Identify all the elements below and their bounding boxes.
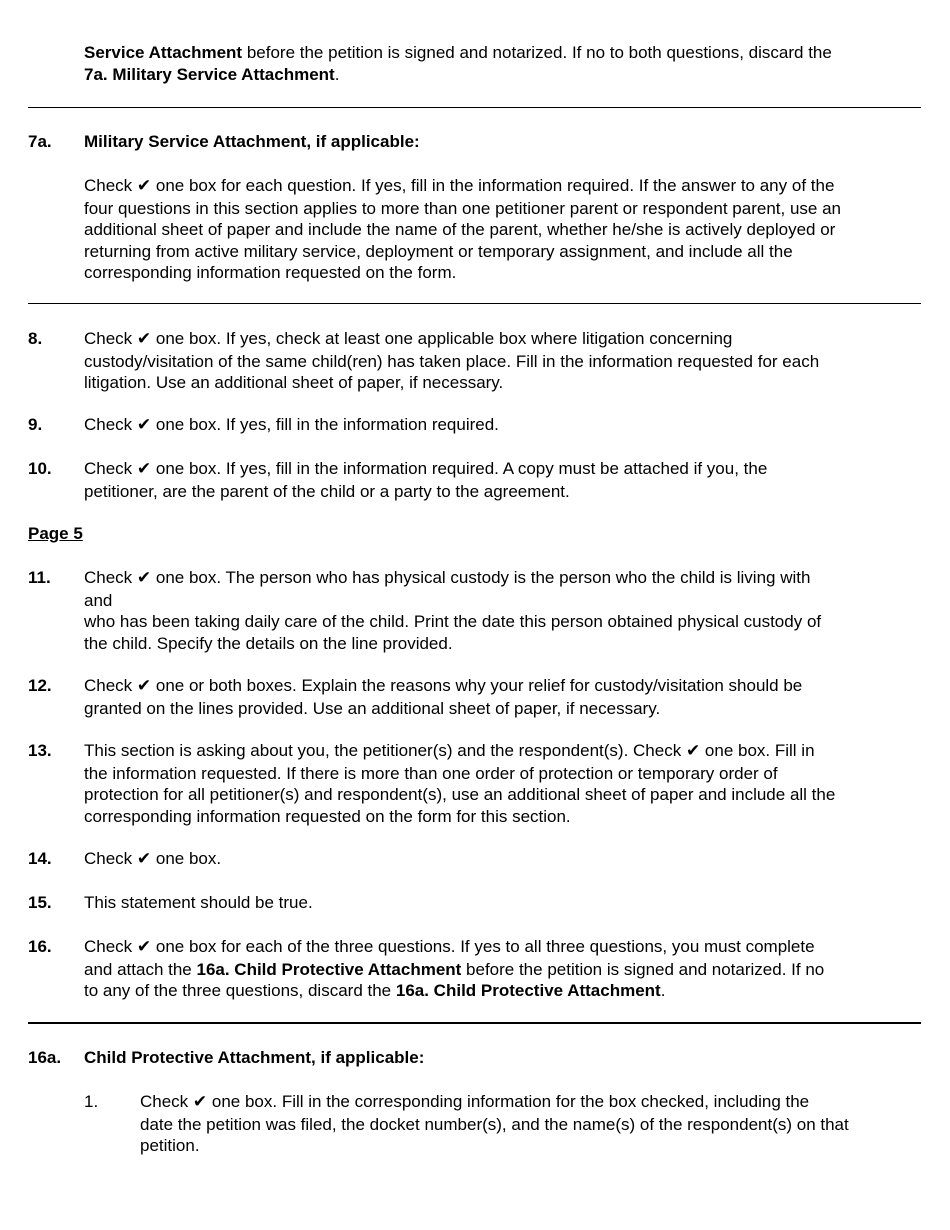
intro-paragraph xyxy=(84,42,929,85)
section-16-number: 16. xyxy=(28,937,52,956)
section-11-number: 11. xyxy=(28,568,51,587)
intro-line-2: 7a. Military Service Attachment. xyxy=(84,64,340,84)
section-9-text: Check ✔ one box. If yes, fill in the information required. xyxy=(84,415,499,435)
section-15-text: This statement should be true. xyxy=(84,893,313,912)
checkmark-icon: ✔ xyxy=(136,329,152,349)
checkmark-icon: ✔ xyxy=(136,176,152,196)
section-11-text: Check ✔ one box. The person who has physical custody is the person who the child is living with and who has been taking daily care of the child. Print the date this person obtained physical custody of the child. Specify the details on the line provided. xyxy=(84,568,822,653)
divider-1 xyxy=(28,107,921,108)
section-8-text: Check ✔ one box. If yes, check at least one applicable box where litigation concerning custody/visitation of the same child(ren) has taken place. Fill in the information requested for each litigation. Use an additional sheet of paper, if necessary. xyxy=(84,329,820,393)
checkmark-icon: ✔ xyxy=(685,741,701,761)
section-12-number: 12. xyxy=(28,676,52,695)
section-10-text: Check ✔ one box. If yes, fill in the information required. A copy must be attached if you, the petitioner, are the parent of the child or a party to the agreement. xyxy=(84,459,768,501)
section-7a-text: Check ✔ one box for each question. If yes, fill in the information required. If the answer to any of the four questions in this section applies to more than one petitioner parent or respondent parent, use an additional sheet of paper and include the name of the parent, whether he/she is actively deployed or returning from active military service, deployment or temporary assignment, and include all the corresponding information requested on the form. xyxy=(84,176,841,283)
section-16a-item-text: Check ✔ one box. Fill in the corresponding information for the box checked, including the date the petition was filed, the docket number(s), and the name(s) of the respondent(s) on that petition. xyxy=(140,1092,849,1156)
divider-2 xyxy=(28,303,921,304)
section-16a-number: 16a. xyxy=(28,1048,62,1067)
checkmark-icon: ✔ xyxy=(136,676,152,696)
section-16a-heading: Child Protective Attachment, if applicable: xyxy=(84,1048,425,1067)
section-12-text: Check ✔ one or both boxes. Explain the reasons why your relief for custody/visitation should be granted on the lines provided. Use an additional sheet of paper, if necessary. xyxy=(84,676,803,718)
checkmark-icon: ✔ xyxy=(136,937,152,957)
section-16a-item-number: 1. xyxy=(84,1092,99,1111)
divider-3 xyxy=(28,1022,921,1024)
section-8-number: 8. xyxy=(28,329,43,348)
section-14-text: Check ✔ one box. xyxy=(84,849,222,869)
checkmark-icon: ✔ xyxy=(136,459,152,479)
checkmark-icon: ✔ xyxy=(136,415,152,435)
section-13-text: This section is asking about you, the petitioner(s) and the respondent(s). Check ✔ one box. Fill in the information requested. If there is more than one order of protection or temporary order of protection for all petitioner(s) and respondent(s), use an additional sheet of paper and include all the corresponding information requested on the form for this section. xyxy=(84,741,836,826)
section-16-text: Check ✔ one box for each of the three questions. If yes to all three questions, you must complete and attach the 16a. Child Protective Attachment before the petition is signed and notarized. If no to any of the three questions, discard the 16a. Child Protective Attachment. xyxy=(84,937,825,1001)
checkmark-icon: ✔ xyxy=(136,849,152,869)
section-9-number: 9. xyxy=(28,415,43,434)
section-7a-number: 7a. xyxy=(28,132,52,151)
checkmark-icon: ✔ xyxy=(136,568,152,588)
section-7a-heading: Military Service Attachment, if applicable: xyxy=(84,132,420,151)
section-15-number: 15. xyxy=(28,893,52,912)
section-13-number: 13. xyxy=(28,741,52,760)
intro-line-1: Service Attachment before the petition is signed and notarized. If no to both questions, discard the xyxy=(84,43,832,62)
page-label: Page 5 xyxy=(28,524,83,543)
section-10-number: 10. xyxy=(28,459,52,478)
section-14-number: 14. xyxy=(28,849,52,868)
checkmark-icon: ✔ xyxy=(192,1092,208,1112)
